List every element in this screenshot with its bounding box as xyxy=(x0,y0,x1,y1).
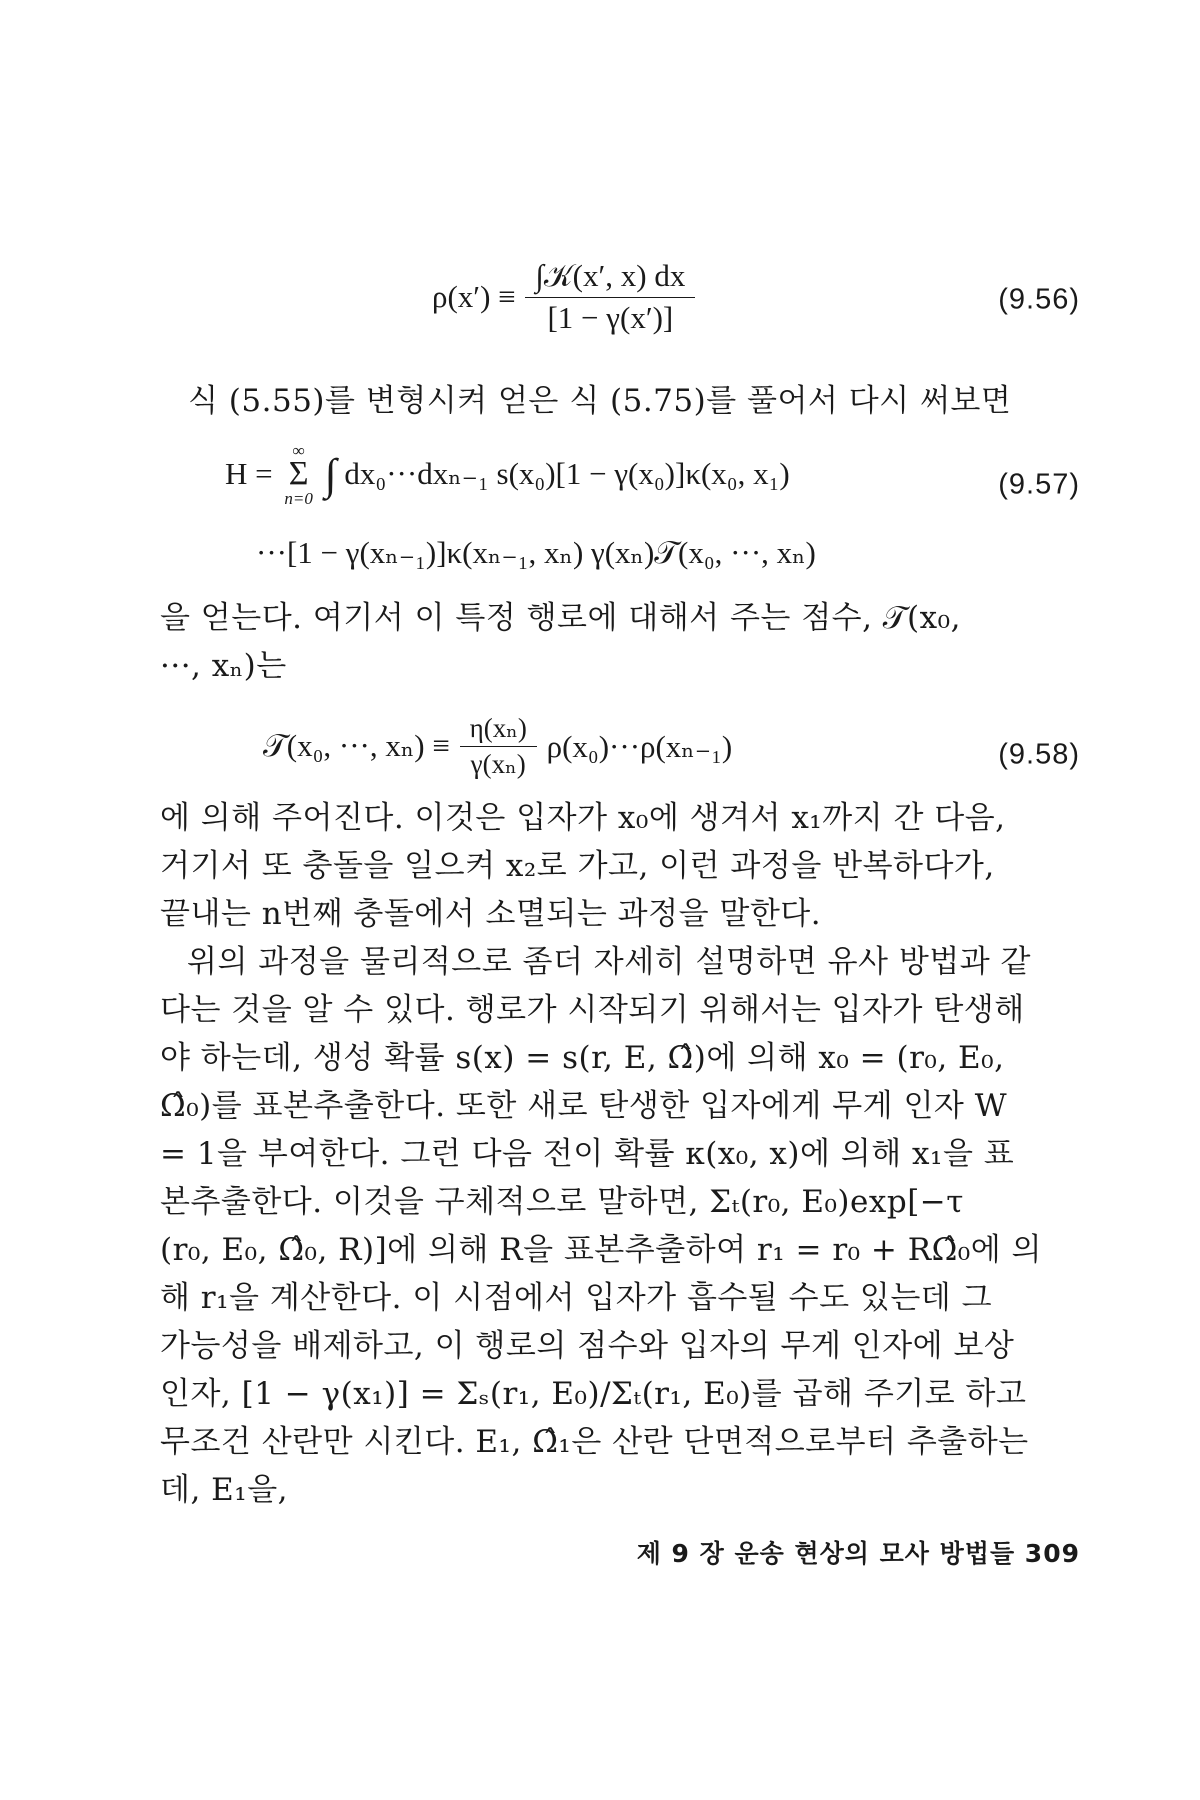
paragraph-line: 가능성을 배제하고, 이 행로의 점수와 입자의 무게 인자에 보상 xyxy=(160,1328,1015,1364)
fraction-numerator: η(xₙ) xyxy=(460,713,537,747)
fraction-denominator: [1 − γ(x′)] xyxy=(547,300,674,335)
equation-number: (9.57) xyxy=(998,468,1080,501)
fraction xyxy=(525,258,695,336)
paragraph-line: 위의 과정을 물리적으로 좀더 자세히 설명하면 유사 방법과 같 xyxy=(187,944,1031,980)
equation-9-56 xyxy=(160,250,1080,350)
equation-9-58 xyxy=(160,705,1080,805)
paragraph-line: 해 r₁을 계산한다. 이 시점에서 입자가 흡수될 수도 있는데 그 xyxy=(160,1280,993,1316)
paragraph-line: 거기서 또 충돌을 일으켜 x₂로 가고, 이런 과정을 반복하다가, xyxy=(160,848,995,884)
equation-continuation: ···[1 − γ(xₙ₋₁)]κ(xₙ₋₁, xₙ) γ(xₙ)𝒯(x₀, ···, xₙ) xyxy=(256,535,816,570)
integral-symbol: ∫ xyxy=(324,449,337,499)
summation-lower-limit: n=0 xyxy=(284,488,313,508)
equation-lhs: H = xyxy=(225,456,273,492)
summation-symbol xyxy=(284,442,312,507)
paragraph-line: = 1을 부여한다. 그런 다음 전이 확률 κ(x₀, x)에 의해 x₁을 표 xyxy=(160,1136,1015,1172)
equation-rhs: ρ(x₀)···ρ(xₙ₋₁) xyxy=(546,728,733,764)
equation-lhs: ρ(x′) ≡ xyxy=(432,279,516,314)
page-footer: 제 9 장 운송 현상의 모사 방법들 309 xyxy=(636,1539,1080,1568)
summation-upper-limit: ∞ xyxy=(292,441,305,460)
equation-number: (9.56) xyxy=(998,283,1080,316)
equation-lhs: 𝒯(x₀, ···, xₙ) ≡ xyxy=(263,728,450,763)
equation-9-57 xyxy=(160,440,1080,590)
fraction xyxy=(460,713,537,780)
paragraph-line: 야 하는데, 생성 확률 s(x) = s(r, E, Ω̂)에 의해 x₀ = (r₀, E₀, xyxy=(160,1040,1005,1076)
paragraph-line: 을 얻는다. 여기서 이 특정 행로에 대해서 주는 점수, 𝒯(x₀, xyxy=(160,600,961,636)
paragraph-line: Ω̂₀)를 표본추출한다. 또한 새로 탄생한 입자에게 무게 인자 W xyxy=(160,1088,1008,1124)
paragraph-line: 본추출한다. 이것을 구체적으로 말하면, Σₜ(r₀, E₀)exp[−τ xyxy=(160,1184,964,1220)
equation-number: (9.58) xyxy=(998,738,1080,771)
fraction-denominator: γ(xₙ) xyxy=(470,749,526,779)
paragraph-line: 끝내는 n번째 충돌에서 소멸되는 과정을 말한다. xyxy=(160,896,822,932)
paragraph-line: 인자, [1 − γ(x₁)] = Σₛ(r₁, E₀)/Σₜ(r₁, E₀)를 곱해 주기로 하고 xyxy=(160,1376,1027,1412)
fraction-numerator: ∫𝒦(x′, x) dx xyxy=(525,258,695,298)
paragraph-line: (r₀, E₀, Ω̂₀, R)]에 의해 R을 표본추출하여 r₁ = r₀ + RΩ̂₀에 의 xyxy=(160,1232,1042,1268)
paragraph-line: 무조건 산란만 시킨다. E₁, Ω̂₁은 산란 단면적으로부터 추출하는 xyxy=(160,1424,1029,1460)
paragraph-line: 다는 것을 알 수 있다. 행로가 시작되기 위해서는 입자가 탄생해 xyxy=(160,992,1025,1028)
paragraph-line: 에 의해 주어진다. 이것은 입자가 x₀에 생겨서 x₁까지 간 다음, xyxy=(160,800,1006,836)
equation-term: dx₀···dxₙ₋₁ s(x₀)[1 − γ(x₀)]κ(x₀, x₁) xyxy=(344,456,790,492)
paragraph-line: 식 (5.55)를 변형시켜 얻은 식 (5.75)를 풀어서 다시 써보면 xyxy=(188,383,1012,419)
paragraph-line: 데, E₁을, xyxy=(160,1472,289,1508)
sigma-symbol: Σ xyxy=(288,455,309,492)
paragraph-line: ···, xₙ)는 xyxy=(160,648,287,684)
